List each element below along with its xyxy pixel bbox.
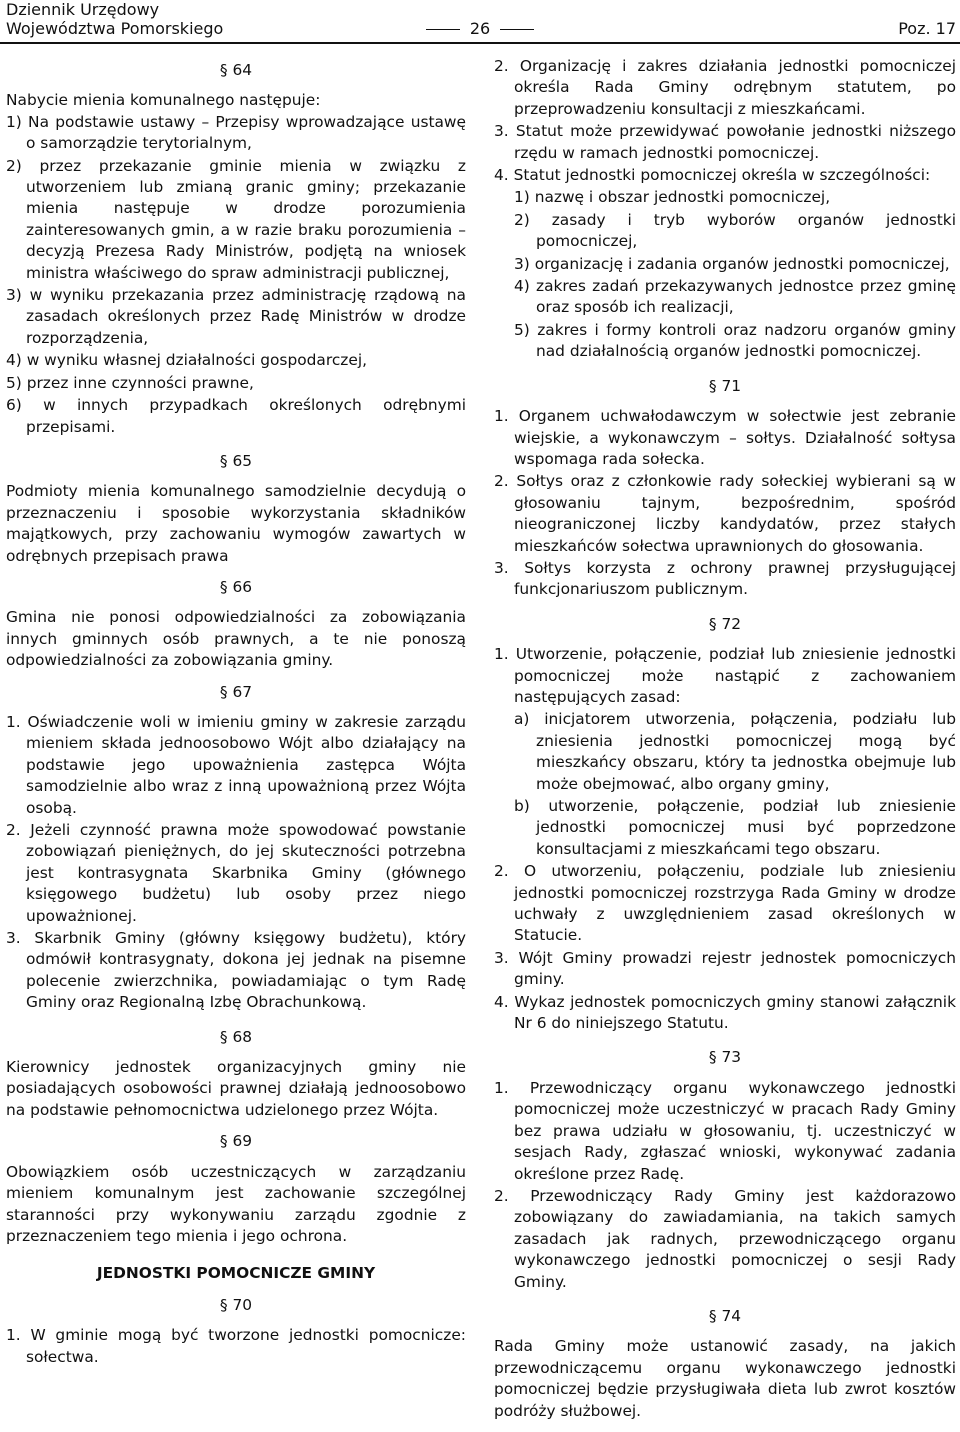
list-item: 3. Skarbnik Gminy (główny księgowy budżetu), który odmówił kontrasygnaty, dokona jej jednak na pisemne polecenie zwierzchnika, powiadamiając o tym Radę Gminy oraz Regionalną Izbę Obrachunkową. (6, 929, 466, 1012)
paragraph: Gmina nie ponosi odpowiedzialności za zobowiązania innych gminnych osób prawnych, a te nie ponoszą odpowiedzialności za zobowiązania gminy. (6, 608, 466, 670)
right-column (494, 56, 956, 1432)
sub-list-item: b) utworzenie, połączenie, podział lub zniesienie jednostki pomocniczej musi być poprzedzone konsultacjami z mieszkańcami tego obszaru. (514, 797, 956, 858)
list-item: 4. Statut jednostki pomocniczej określa w szczególności: (494, 166, 931, 185)
sub-list-item: a) inicjatorem utworzenia, połączenia, podziału lub zniesienia jednostki pomocniczej mogą być mieszkańcy obszaru, który ta jednostka obejmuje lub może obejmować, albo organy gminy, (514, 710, 956, 793)
paragraph: Obowiązkiem osób uczestniczących w zarządzaniu mieniem komunalnym jest zachowanie szczególnej staranności przy wykonywaniu zarządu zgodnie z przeznaczeniem tego mienia i jego ochrona. (6, 1162, 466, 1245)
sub-list-item: 3) organizację i zadania organów jednostki pomocniczej, (514, 254, 950, 273)
section-title: § 68 (219, 1027, 253, 1046)
list-item: 2. Jeżeli czynność prawna może spowodować powstanie zobowiązań pieniężnych, do jej skuteczności potrzebna jest kontrasygnata Skarbnika Gminy (głównego księgowego budżetu) lub osoby przez niego upoważnionej. (6, 821, 466, 925)
header-rule (0, 42, 960, 44)
page-number: 26 (469, 19, 491, 38)
page-header (0, 0, 960, 44)
section-title: § 71 (708, 376, 742, 395)
list-item: 1. Utworzenie, połączenie, podział lub zniesienie jednostki pomocniczej może nastąpić z zachowaniem następujących zasad: (494, 645, 956, 706)
section-title: § 69 (219, 1132, 253, 1151)
list-item: 3. Wójt Gminy prowadzi rejestr jednostek pomocniczych gminy. (494, 948, 956, 989)
list-item: 2. Sołtys oraz z członkowie rady sołeckiej wybierani są w głosowaniu tajnym, bezpośrednim, spośród nieograniczonej liczby kandydatów, przez stałych mieszkańców sołectwa uprawnionych do głosowania. (494, 472, 956, 555)
section-title: § 66 (219, 577, 253, 596)
section-intro: Nabycie mienia komunalnego następuje: (6, 91, 321, 110)
sub-list-item: 1) nazwę i obszar jednostki pomocniczej, (514, 188, 831, 207)
section-title: § 64 (219, 61, 253, 79)
list-item: 3. Sołtys korzysta z ochrony prawnej przysługującej funkcjonariuszom publicznym. (494, 558, 956, 599)
position-number: Poz. 17 (898, 19, 956, 38)
list-item: 1. Oświadczenie woli w imieniu gminy w zakresie zarządu mieniem składa jednoosobowo Wójt albo działający na podstawie jego upoważnienia zastępca Wójta samodzielnie albo wraz z inną upoważnioną przez Wójta osobą. (6, 712, 466, 817)
journal-title-line2: Województwa Pomorskiego (6, 19, 224, 38)
list-item: 2. Organizację i zakres działania jednostki pomocniczej określa Rada Gminy odrębnym statutem, po przeprowadzeniu konsultacji z mieszkańcami. (494, 57, 956, 118)
sub-list-item: 2) zasady i tryb wyborów organów jednostki pomocniczej, (514, 210, 956, 251)
sub-list-item: 4) zakres zadań przekazywanych jednostce przez gminę oraz sposób ich realizacji, (514, 277, 956, 317)
dash-left (426, 29, 460, 30)
list-item: 1. W gminie mogą być tworzone jednostki pomocnicze: sołectwa. (6, 1326, 466, 1366)
left-column (6, 56, 466, 1369)
section-title: § 65 (219, 451, 253, 470)
section-title: § 74 (708, 1306, 742, 1325)
list-item: 4. Wykaz jednostek pomocniczych gminy stanowi załącznik Nr 6 do niniejszego Statutu. (494, 992, 956, 1033)
section-title: § 67 (219, 682, 253, 701)
list-item: 3) w wyniku przekazania przez administrację rządową na zasadach określonych przez Radę Ministrów w drodze rozporządzenia, (6, 286, 466, 347)
list-item: 3. Statut może przewidywać powołanie jednostki niższego rzędu w ramach jednostki pomocniczej. (494, 122, 956, 162)
list-item: 1. Przewodniczący organu wykonawczego jednostki pomocniczej może uczestniczyć w pracach Rady Gminy bez prawa udziału w głosowaniu, tj. uczestniczyć w sesjach Rady, zgłaszać wnioski, wykonywać zadania określone przez Radę. (494, 1078, 956, 1183)
section-title: § 72 (708, 614, 742, 633)
list-item: 1) Na podstawie ustawy – Przepisy wprowadzające ustawę o samorządzie terytorialnym, (6, 112, 466, 153)
list-item: 1. Organem uchwałodawczym w sołectwie jest zebranie wiejskie, a wykonawczym – sołtys. Działalność sołtysa wspomaga rada sołecka. (494, 407, 956, 468)
chapter-heading: JEDNOSTKI POMOCNICZE GMINY (96, 1264, 376, 1283)
section-title: § 70 (219, 1295, 253, 1314)
paragraph: Podmioty mienia komunalnego samodzielnie decydują o przeznaczeniu i sposobie wykorzystania składników majątkowych, przy zachowaniu wymogów zawartych w odrębnych przepisach prawa (6, 482, 466, 565)
list-item: 4) w wyniku własnej działalności gospodarczej, (6, 351, 367, 370)
list-item: 2. Przewodniczący Rady Gminy jest każdorazowo zobowiązany do zawiadamiania, na takich samych zasadach jak radnych, przewodniczącego organu wykonawczego jednostki pomocniczej o sesji Rady Gminy. (494, 1186, 956, 1291)
paragraph: Rada Gminy może ustanowić zasady, na jakich przewodniczącemu organu wykonawczego jednostki pomocniczej będzie przysługiwała dieta lub zwrot kosztów podróży służbowej. (494, 1337, 956, 1420)
page-number-block (0, 19, 960, 38)
section-title: § 73 (708, 1048, 742, 1067)
list-item: 6) w innych przypadkach określonych odrębnymi przepisami. (6, 396, 466, 436)
sub-list-item: 5) zakres i formy kontroli oraz nadzoru organów gminy nad działalnością organów jednostki pomocniczej. (514, 320, 956, 361)
list-item: 2. O utworzeniu, połączeniu, podziale lub zniesieniu jednostki pomocniczej rozstrzyga Rada Gminy w drodze uchwały z uwzględnieniem zasad określonych w Statucie. (494, 862, 956, 945)
list-item: 5) przez inne czynności prawne, (6, 373, 254, 392)
journal-title-line1: Dziennik Urzędowy (6, 0, 160, 19)
paragraph: Kierownicy jednostek organizacyjnych gminy nie posiadających osobowości prawnej działają jednoosobowo na podstawie pełnomocnictwa udzielonego przez Wójta. (6, 1058, 466, 1119)
dash-right (500, 29, 534, 30)
list-item: 2) przez przekazanie gminie mienia w związku z utworzeniem lub zmianą granic gminy; przekazanie mienia następuje w drodze porozumienia zainteresowanych gmin, a w razie braku porozumienia – decyzją Prezesa Rady Ministrów, podjętą na wniosek ministra właściwego do spraw administracji publicznej, (6, 156, 466, 282)
